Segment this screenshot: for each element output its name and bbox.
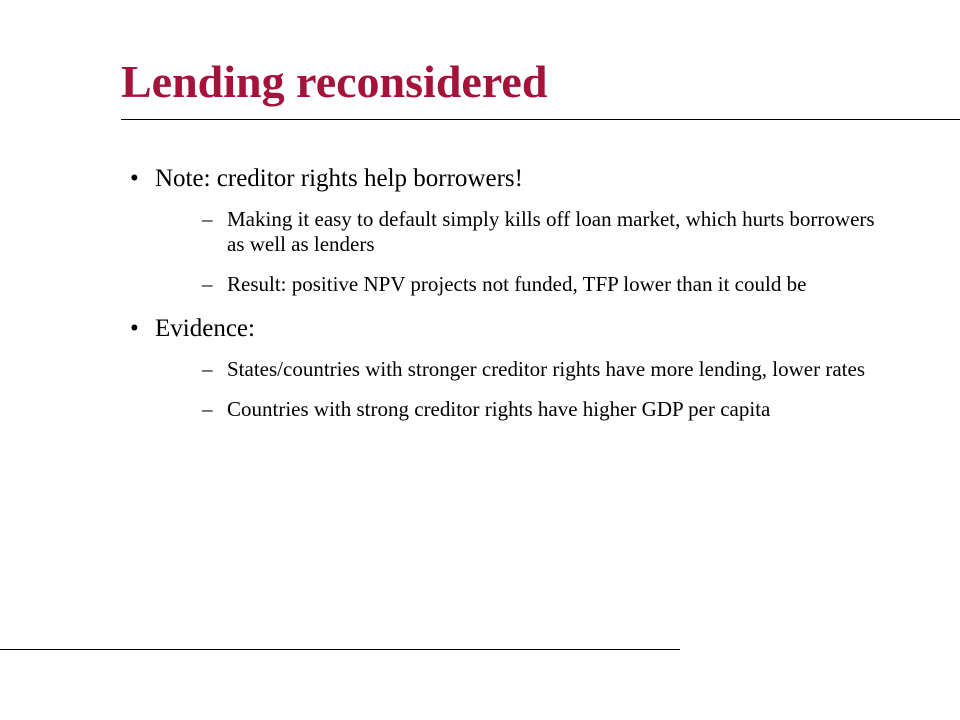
dash-marker: – xyxy=(202,397,213,421)
sub-bullet-text: Countries with strong creditor rights have higher GDP per capita xyxy=(227,397,771,421)
footer-rule xyxy=(0,649,680,650)
sub-bullet-list xyxy=(155,207,875,297)
title-underline xyxy=(121,119,960,120)
sub-bullet-text: Result: positive NPV projects not funded, TFP lower than it could be xyxy=(227,272,807,296)
slide-body xyxy=(130,163,875,422)
sub-bullet-item xyxy=(202,357,887,382)
slide-title: Lending reconsidered xyxy=(121,56,548,107)
sub-bullet-list xyxy=(155,357,870,422)
sub-bullet-text: States/countries with stronger creditor rights have more lending, lower rates xyxy=(227,357,865,381)
dash-marker: – xyxy=(202,207,213,231)
bullet-text: Note: creditor rights help borrowers! xyxy=(155,165,523,192)
sub-bullet-item xyxy=(202,272,887,297)
sub-bullet-item xyxy=(202,397,887,422)
bullet-item-evidence xyxy=(130,313,870,422)
bullet-marker: • xyxy=(130,315,139,342)
bullet-text: Evidence: xyxy=(155,315,255,342)
bullet-item-note xyxy=(130,163,875,297)
dash-marker: – xyxy=(202,272,213,296)
sub-bullet-item xyxy=(202,207,887,257)
sub-bullet-text: Making it easy to default simply kills off loan market, which hurts borrowers as well as lenders xyxy=(227,207,875,256)
bullet-marker: • xyxy=(130,165,139,192)
dash-marker: – xyxy=(202,357,213,381)
